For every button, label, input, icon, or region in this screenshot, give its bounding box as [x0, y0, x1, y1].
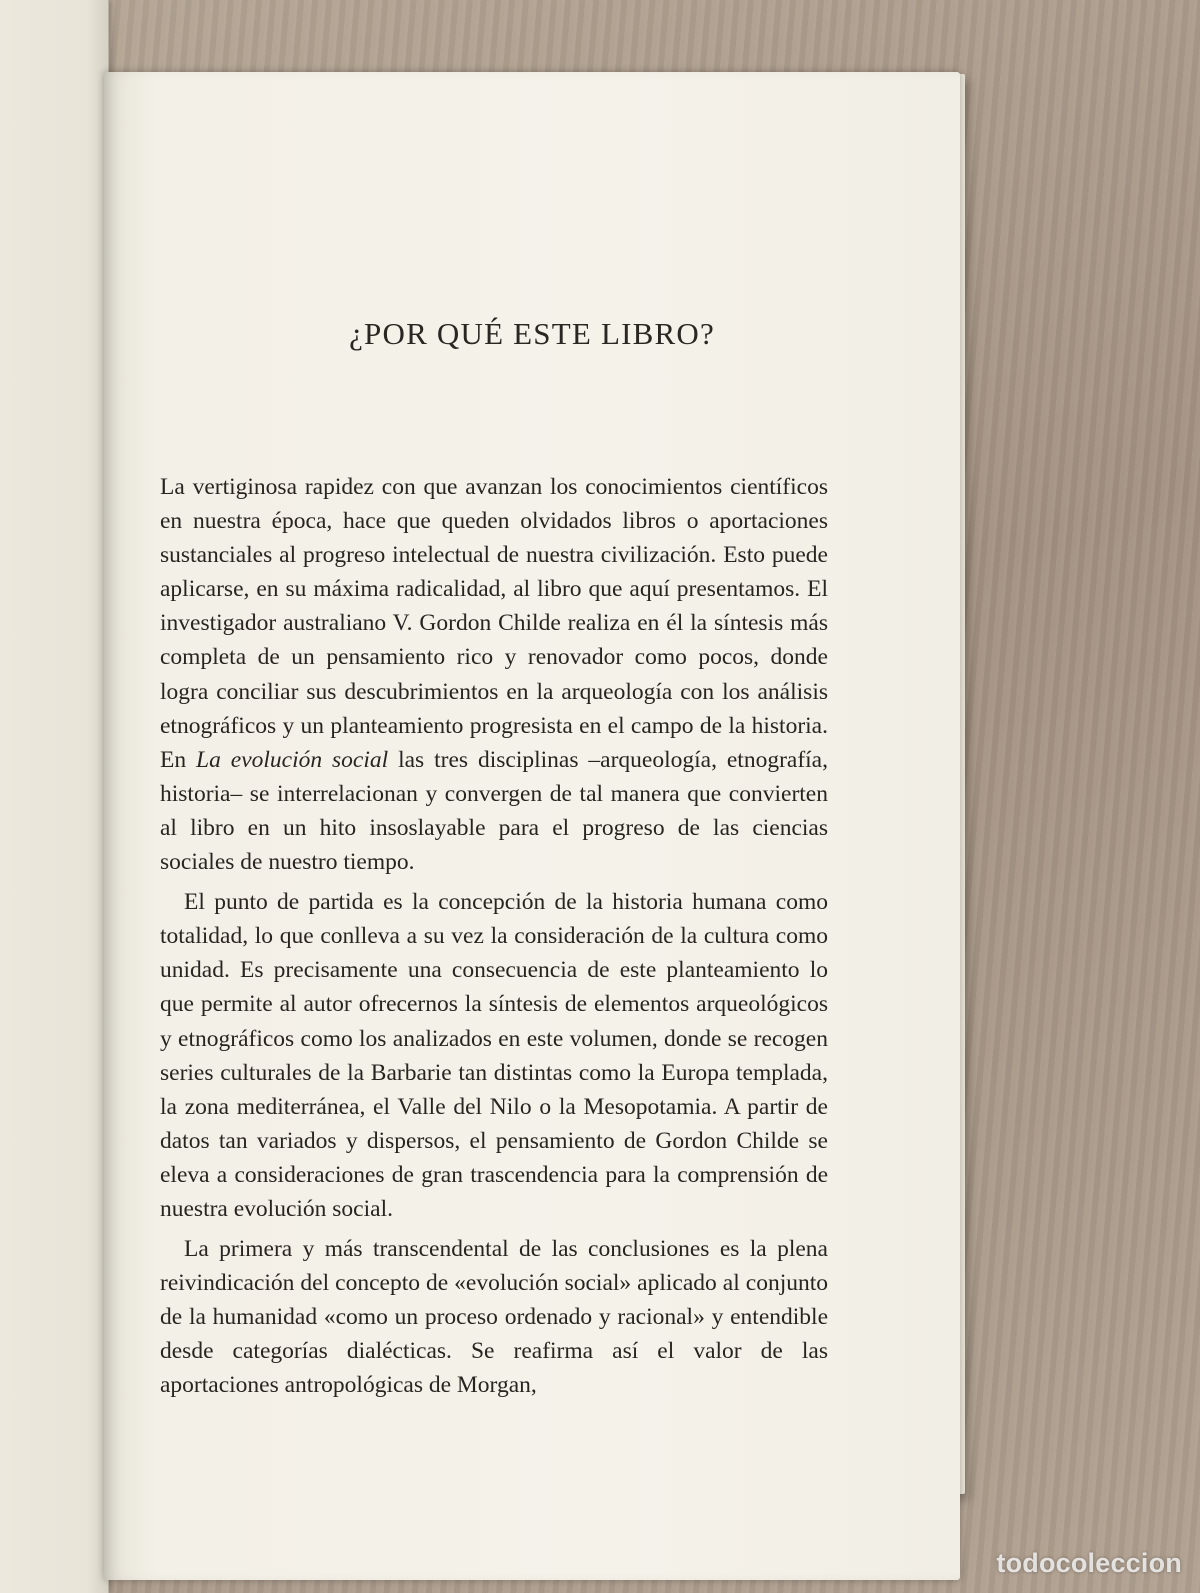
- paragraph-2: El punto de partida es la concepción de la historia humana como totalidad, lo que conlleva a su vez la consideración de la cultura como unidad. Es precisamente una consecuencia de este planteamiento lo que permite al autor ofrecernos la síntesis de elementos arqueológicos y etnográficos como los analizados en este volumen, donde se recogen series culturales de la Barbarie tan distintas como la Europa templada, la zona mediterránea, el Valle del Nilo o la Mesopotamia. A partir de datos tan variados y dispersos, el pensamiento de Gordon Childe se eleva a consideraciones de gran trascendencia para la comprensión de nuestra evolución social.: [160, 889, 828, 1222]
- watermark-logo: todocoleccion: [996, 1548, 1182, 1578]
- paragraph-1-text-b: las tres disciplinas –arqueología, etnografía, historia– se interrelacionan y convergen de tal manera que convierten al libro en un hito insoslayable para el progreso de las ciencias sociales de nuestro tiempo.: [160, 746, 828, 876]
- paragraph-3: La primera y más transcendental de las conclusiones es la plena reivindicación del concepto de «evolución social» aplicado al conjunto de la humanidad «como un proceso ordenado y racional» y entendible desde categorías dialécticas. Se reafirma así el valor de las aportaciones antropológicas de Morgan,: [160, 1236, 828, 1399]
- body-text: [160, 470, 828, 1403]
- page-title: ¿POR QUÉ ESTE LIBRO?: [349, 316, 715, 351]
- paragraph-1-text-a: La vertiginosa rapidez con que avanzan los conocimientos científicos en nuestra época, hace que queden olvidados libros o aportaciones sustanciales al progreso intelectual de nuestra civilización. Esto puede aplicarse, en su máxima radicalidad, al libro que aquí presentamos. El investigador australiano V. Gordon Childe realiza en él la síntesis más completa de un pensamiento rico y renovador como pocos, donde logra conciliar sus descubrimientos en la arqueología con los análisis etnográficos y un planteamiento progresista en el campo de la historia. En: [160, 474, 828, 773]
- book-title-italic: La evolución social: [196, 746, 389, 773]
- left-page-edge: [0, 0, 109, 1593]
- paragraph-1: [160, 470, 828, 879]
